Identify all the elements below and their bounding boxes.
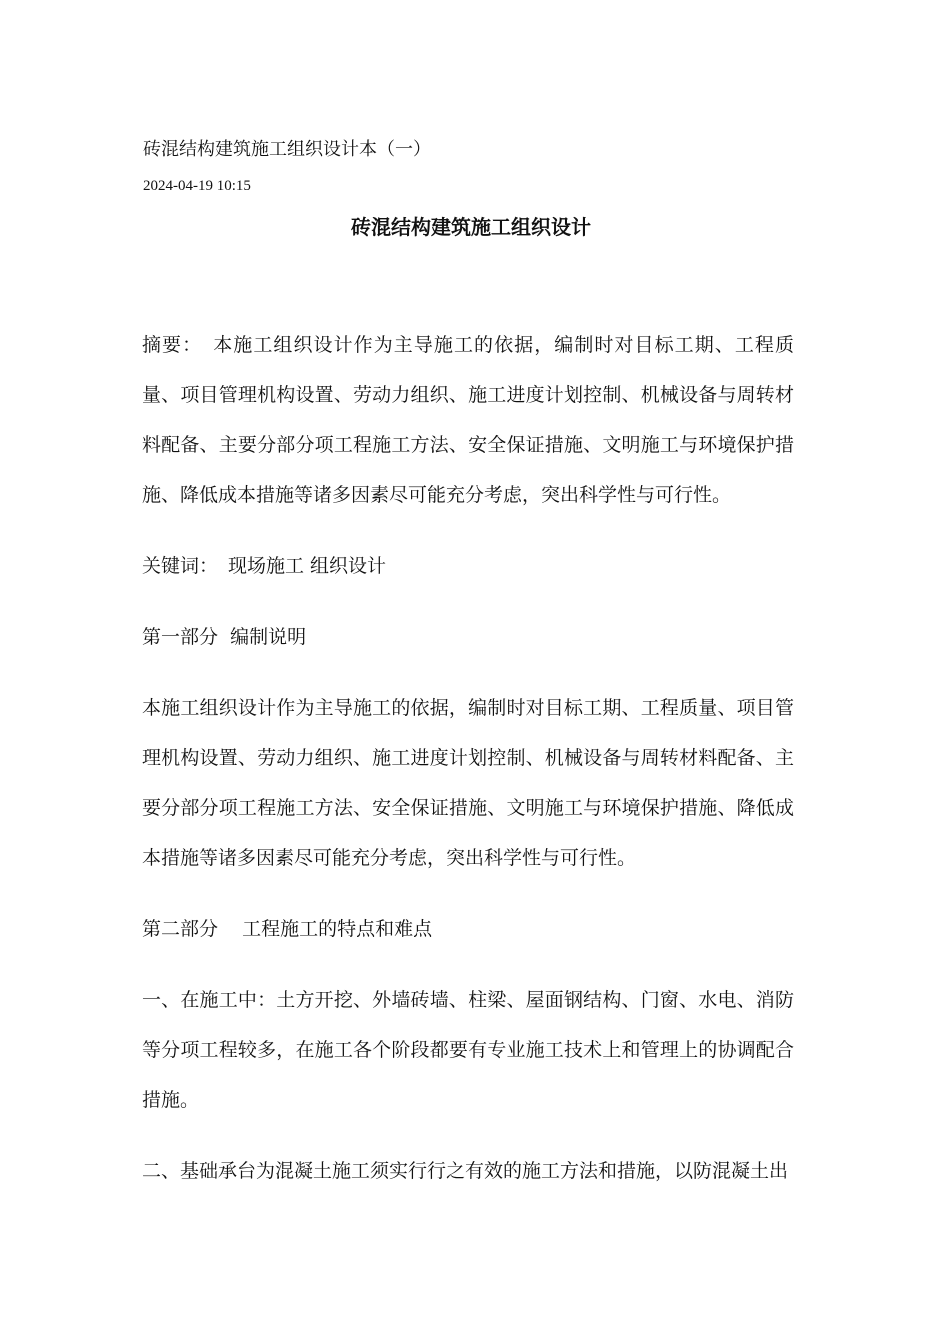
keywords-label: 关键词： <box>142 555 219 577</box>
abstract-text: 本施工组织设计作为主导施工的依据，编制时对目标工期、工程质量、项目管理机构设置、劳动力组织、施工进度计划控制、机械设备与周转材料配备、主要分部分项工程施工方法、安全保证措施、文明施工与环境保护措施、降低成本措施等诸多因素尽可能充分考虑，突出科学性与可行性。 <box>142 334 794 506</box>
abstract-paragraph <box>142 320 794 520</box>
document-header-title: 砖混结构建筑施工组织设计本（一） <box>143 139 431 160</box>
part1-paragraph: 本施工组织设计作为主导施工的依据，编制时对目标工期、工程质量、项目管理机构设置、劳动力组织、施工进度计划控制、机械设备与周转材料配备、主要分部分项工程施工方法、安全保证措施、文明施工与环境保护措施、降低成本措施等诸多因素尽可能充分考虑，突出科学性与可行性。 <box>142 697 794 869</box>
part2-heading: 第二部分 工程施工的特点和难点 <box>142 918 433 940</box>
part1-heading: 第一部分 编制说明 <box>142 626 307 648</box>
keywords-paragraph <box>142 541 794 591</box>
point1-paragraph: 一、在施工中：土方开挖、外墙砖墙、柱梁、屋面钢结构、门窗、水电、消防等分项工程较多，在施工各个阶段都要有专业施工技术上和管理上的协调配合措施。 <box>142 989 794 1111</box>
document-body <box>142 320 794 1196</box>
keywords-text: 现场施工 组织设计 <box>228 555 387 577</box>
document-main-title: 砖混结构建筑施工组织设计 <box>351 215 591 239</box>
point2-paragraph: 二、基础承台为混凝土施工须实行行之有效的施工方法和措施，以防混凝土出 <box>142 1160 789 1182</box>
document-timestamp: 2024-04-19 10:15 <box>143 178 251 194</box>
abstract-label: 摘要： <box>142 334 203 356</box>
